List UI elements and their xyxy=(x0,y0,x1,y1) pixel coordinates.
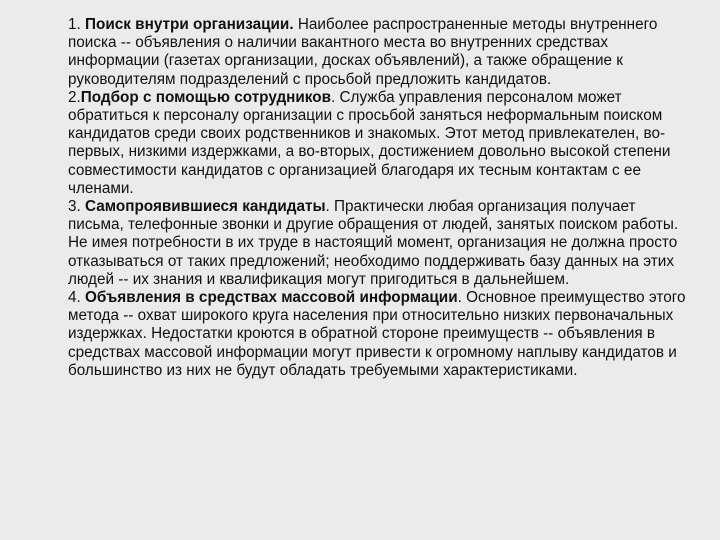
paragraph-body: . Служба управления персоналом может обратиться к персоналу организации с просьбой заняться неформальным поиском кандидатов среди своих родственников и знакомых. Этот метод привлекателен, во-первых, низкими издержками, а во-вторых, достижением довольно высокой степени совместимости кандидатов с организацией благодаря их тесным контактам с ее членами. xyxy=(68,88,671,197)
paragraph-number: 2. xyxy=(68,88,81,106)
paragraph-heading: Поиск внутри организации. xyxy=(85,16,294,33)
paragraph-body: . Практически любая организация получает письма, телефонные звонки и другие обращения от людей, занятых поиском работы. Не имея потребности в их труде в настоящий момент, организация не должна просто отказываться от таких предложений; необходимо поддерживать базу данных на этих людей -- их знания и квалификация могут пригодиться в дальнейшем. xyxy=(68,198,679,288)
paragraph-employee-referral xyxy=(68,89,694,198)
paragraph-number: 1. xyxy=(68,16,81,33)
paragraph-body: Наиболее распространенные методы внутреннего поиска -- объявления о наличии вакантного места во внутренних средствах информации (газетах организации, досках объявлений), а также обращение к руководителям подразделений с просьбой предложить кандидатов. xyxy=(68,16,658,88)
paragraph-heading: Подбор с помощью сотрудников xyxy=(80,88,332,106)
paragraph-heading: Самопроявившиеся кандидаты xyxy=(85,198,326,216)
document-text xyxy=(68,16,694,380)
paragraph-media-ads xyxy=(68,289,694,380)
paragraph-number: 4. xyxy=(68,289,81,307)
paragraph-number: 3. xyxy=(68,198,81,216)
paragraph-heading: Объявления в средствах массовой информации xyxy=(85,289,458,307)
paragraph-internal-search xyxy=(68,16,694,89)
paragraph-body: . Основное преимущество этого метода -- охват широкого круга населения при относительно низких первоначальных издержках. Недостатки кроются в обратной стороне преимуществ -- объявления в средствах массовой информации могут привести к огромному наплыву кандидатов и большинство из них не будут обладать требуемыми характеристиками. xyxy=(68,289,686,379)
paragraph-self-applicants xyxy=(68,198,694,289)
